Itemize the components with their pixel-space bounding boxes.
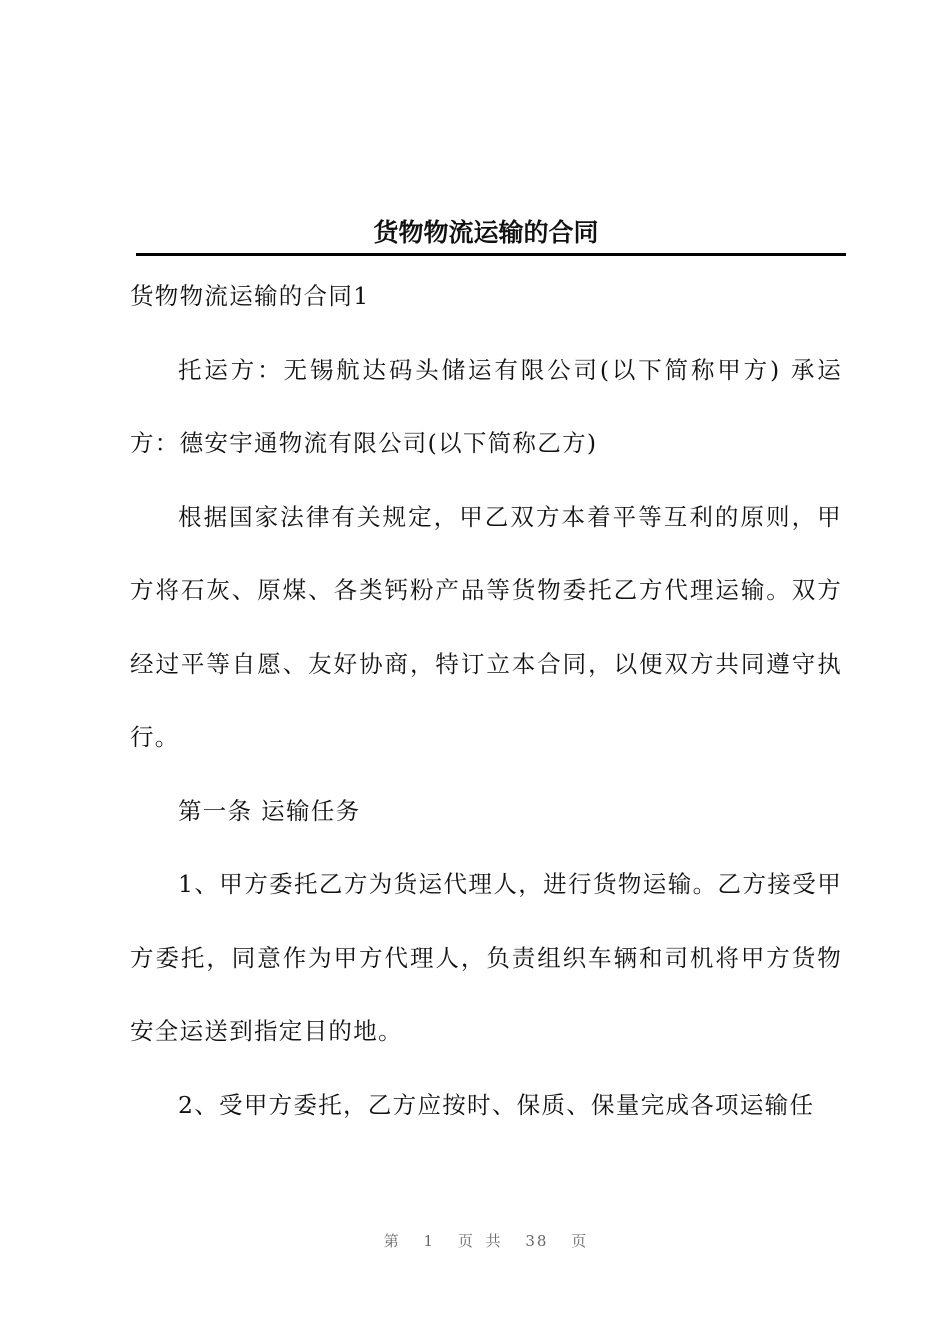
section-heading: 货物物流运输的合同1 [130, 282, 370, 310]
title-divider [136, 253, 846, 256]
page-title: 货物物流运输的合同 [373, 217, 599, 247]
footer-total-pages: 38 [525, 1232, 549, 1250]
footer-pages-label: 页 [571, 1232, 589, 1250]
page-footer [0, 1230, 950, 1251]
footer-current-page: 1 [423, 1232, 436, 1250]
footer-of-label: 页 共 [457, 1232, 503, 1250]
clause-1: 1、甲方委托乙方为货运代理人，进行货物运输。乙方接受甲方委托，同意作为甲方代理人，负责组织车辆和司机将甲方货物安全运送到指定目的地。 [130, 870, 842, 1045]
article-heading: 第一条 运输任务 [178, 796, 361, 825]
paragraph-preamble: 根据国家法律有关规定，甲乙双方本着平等互利的原则，甲方将石灰、原煤、各类钙粉产品等货物委托乙方代理运输。双方经过平等自愿、友好协商，特订立本合同，以便双方共同遵守执行。 [130, 502, 842, 751]
clause-2: 2、受甲方委托，乙方应按时、保质、保量完成各项运输任 [178, 1090, 815, 1119]
footer-page-label: 第 [383, 1232, 401, 1250]
paragraph-parties: 托运方：无锡航达码头储运有限公司(以下简称甲方) 承运方：德安宇通物流有限公司(以下简称乙方) [130, 355, 842, 457]
document-body [130, 260, 842, 1142]
